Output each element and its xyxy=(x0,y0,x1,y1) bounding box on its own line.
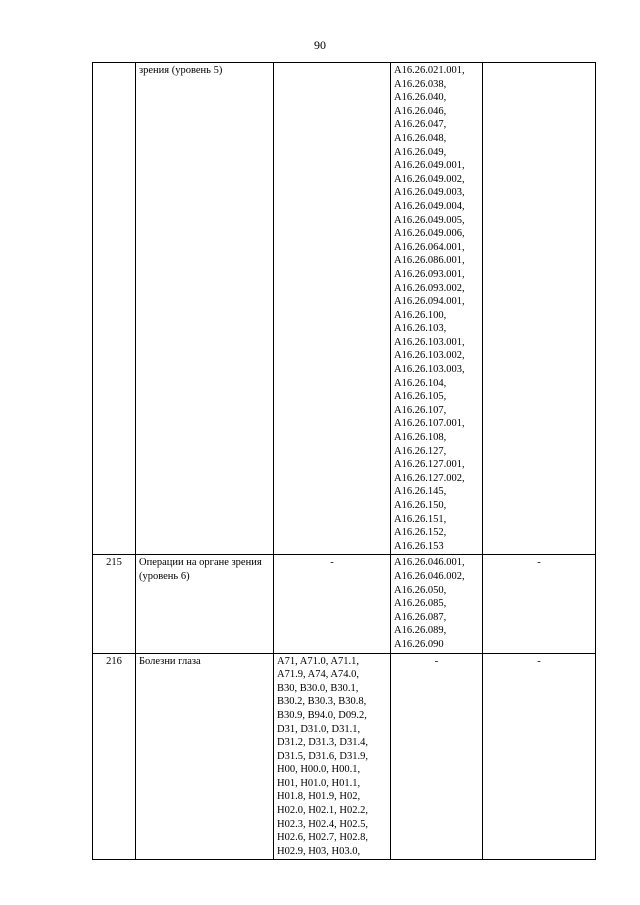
code-line: A16.26.040, xyxy=(394,92,447,104)
code-line: H01, H01.0, H01.1, xyxy=(277,777,361,789)
code-line: A16.26.108, xyxy=(394,432,447,444)
diagnosis-codes xyxy=(274,653,391,860)
group-name: Болезни глаза xyxy=(136,653,274,860)
code-line: A16.26.103.003, xyxy=(394,364,465,376)
code-line: A16.26.085, xyxy=(394,598,447,610)
table-row xyxy=(93,555,596,653)
code-line: H02.9, H03, H03.0, xyxy=(277,845,361,857)
group-name: Операции на органе зрения (уровень 6) xyxy=(136,555,274,653)
code-line: A16.26.049.004, xyxy=(394,200,465,212)
code-line: A16.26.104, xyxy=(394,377,447,389)
code-line: A16.26.049.001, xyxy=(394,160,465,172)
code-line: A16.26.049.002, xyxy=(394,173,465,185)
code-line: A16.26.064.001, xyxy=(394,241,465,253)
code-line: A16.26.090 xyxy=(394,638,444,650)
code-line: B30, B30.0, B30.1, xyxy=(277,682,359,694)
code-line: H02.3, H02.4, H02.5, xyxy=(277,818,368,830)
code-line: A71, A71.0, A71.1, xyxy=(277,655,359,667)
code-line: A16.26.046, xyxy=(394,105,447,117)
tariff-table xyxy=(92,62,596,860)
code-line: A16.26.049, xyxy=(394,146,447,158)
code-line: A16.26.049.005, xyxy=(394,214,465,226)
code-line: B30.9, B94.0, D09.2, xyxy=(277,709,367,721)
code-line: A16.26.049.006, xyxy=(394,228,465,240)
diagnosis-codes: - xyxy=(274,555,391,653)
table-row xyxy=(93,63,596,555)
service-codes xyxy=(391,63,483,555)
code-line: A16.26.151, xyxy=(394,513,447,525)
code-line: A16.26.087, xyxy=(394,611,447,623)
code-line: A16.26.093.002, xyxy=(394,282,465,294)
code-line: A16.26.093.001, xyxy=(394,268,465,280)
code-line: A16.26.046.002, xyxy=(394,570,465,582)
code-line: H00, H00.0, H00.1, xyxy=(277,764,361,776)
diagnosis-codes xyxy=(274,63,391,555)
code-line: A16.26.150, xyxy=(394,500,447,511)
row-number: 215 xyxy=(93,555,136,653)
code-line: D31.5, D31.6, D31.9, xyxy=(277,750,368,762)
code-line: A16.26.048, xyxy=(394,132,447,144)
code-line: A16.26.153 xyxy=(394,540,444,552)
code-line: A16.26.094.001, xyxy=(394,296,465,308)
code-line: H02.0, H02.1, H02.2, xyxy=(277,805,368,817)
code-line: A16.26.103, xyxy=(394,323,447,335)
group-name: зрения (уровень 5) xyxy=(136,63,274,555)
code-line: A16.26.047, xyxy=(394,119,447,131)
code-line: A16.26.127.001, xyxy=(394,459,465,471)
code-line: A16.26.038, xyxy=(394,78,447,90)
code-line: A16.26.103.001, xyxy=(394,336,465,348)
code-line: A16.26.021.001, xyxy=(394,65,465,76)
code-line: A71.9, A74, A74.0, xyxy=(277,669,359,681)
code-line: A16.26.107.001, xyxy=(394,418,465,430)
code-line: A16.26.049.003, xyxy=(394,187,465,199)
other-criteria xyxy=(483,63,596,555)
code-line: A16.26.127, xyxy=(394,445,447,457)
code-line: A16.26.086.001, xyxy=(394,255,465,267)
service-codes xyxy=(391,555,483,653)
code-line: H01.8, H01.9, H02, xyxy=(277,791,361,803)
code-line: A16.26.127.002, xyxy=(394,472,465,484)
page-number: 90 xyxy=(314,38,326,52)
code-line: D31.2, D31.3, D31.4, xyxy=(277,737,368,749)
table-row xyxy=(93,653,596,860)
code-line: A16.26.103.002, xyxy=(394,350,465,362)
code-line: B30.2, B30.3, B30.8, xyxy=(277,696,367,708)
row-number xyxy=(93,63,136,555)
other-criteria: - xyxy=(483,555,596,653)
other-criteria: - xyxy=(483,653,596,860)
service-codes: - xyxy=(391,653,483,860)
code-line: A16.26.105, xyxy=(394,391,447,403)
code-line: D31, D31.0, D31.1, xyxy=(277,723,361,735)
code-line: A16.26.089, xyxy=(394,625,447,637)
code-line: A16.26.152, xyxy=(394,527,447,539)
code-line: H02.6, H02.7, H02.8, xyxy=(277,832,368,844)
code-line: A16.26.100, xyxy=(394,309,447,321)
code-line: A16.26.107, xyxy=(394,404,447,416)
code-line: A16.26.145, xyxy=(394,486,447,498)
code-line: A16.26.050, xyxy=(394,584,447,596)
row-number: 216 xyxy=(93,653,136,860)
code-line: A16.26.046.001, xyxy=(394,557,465,569)
